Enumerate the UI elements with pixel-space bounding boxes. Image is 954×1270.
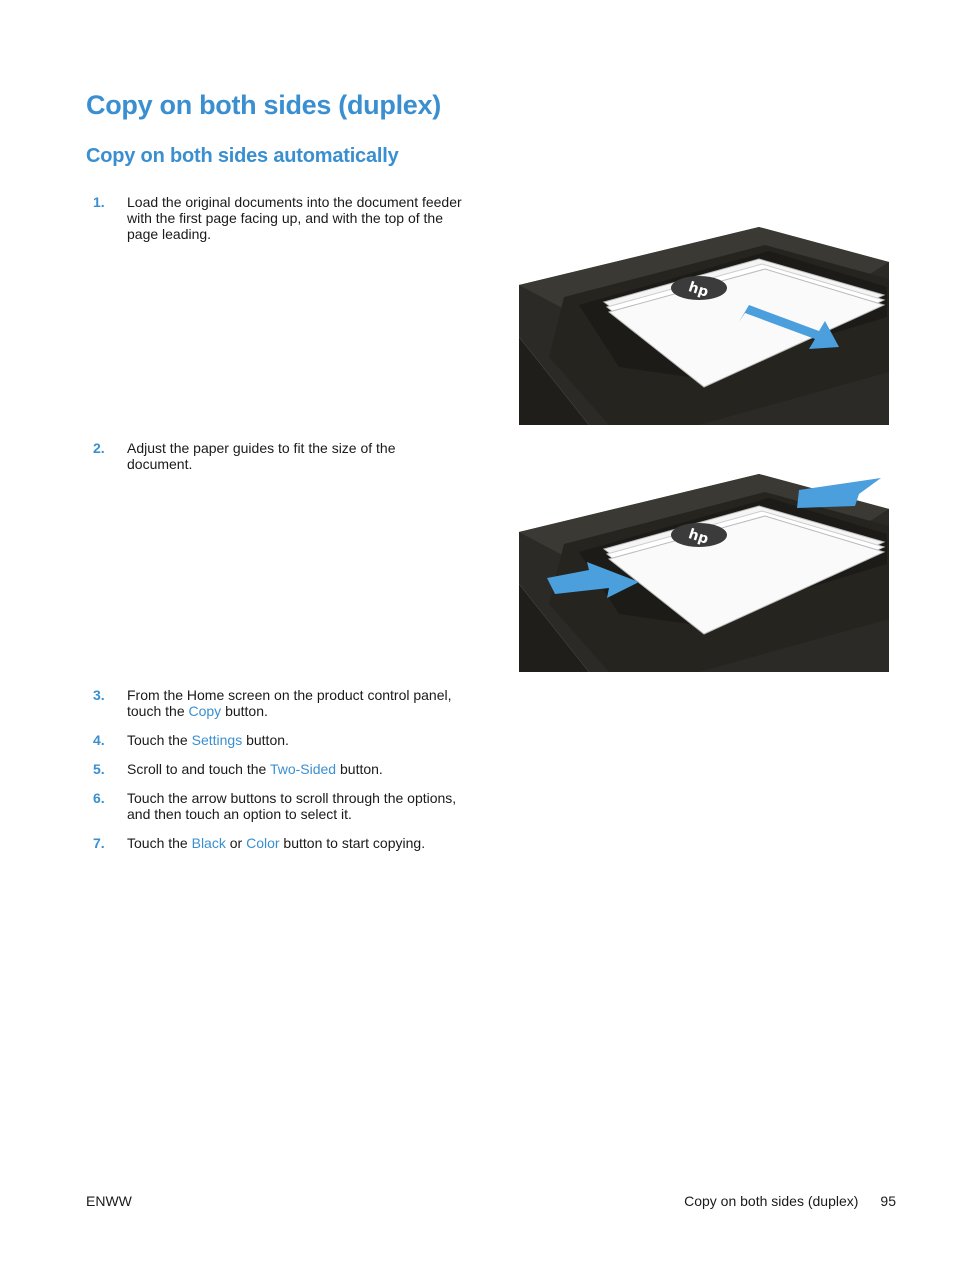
step-number: 7. bbox=[93, 835, 105, 851]
two-sided-button-reference: Two-Sided bbox=[269, 761, 337, 777]
step-text: Adjust the paper guides to fit the size of the document. bbox=[127, 440, 396, 472]
step-text bbox=[127, 835, 462, 851]
footer-section-title: Copy on both sides (duplex) bbox=[684, 1193, 859, 1209]
hp-logo-text: hp bbox=[686, 526, 711, 548]
color-button-reference: Color bbox=[246, 835, 280, 851]
figure-adjust-guides bbox=[519, 474, 889, 672]
step-text-part: From the Home screen on the product control panel, touch the bbox=[127, 687, 452, 719]
step-number: 3. bbox=[93, 687, 105, 703]
step-text: Touch the arrow buttons to scroll through the options, and then touch an option to select it. bbox=[127, 790, 457, 822]
step-text-part: Touch the bbox=[127, 835, 192, 851]
step-text-part: Scroll to and touch the bbox=[127, 761, 270, 777]
footer-right bbox=[684, 1193, 896, 1209]
step-text-part: button. bbox=[242, 732, 289, 748]
step-text: Load the original documents into the document feeder with the first page facing up, and with the top of the page leading. bbox=[127, 194, 462, 242]
step-number: 2. bbox=[93, 440, 105, 456]
step-number: 5. bbox=[93, 761, 105, 777]
page-number: 95 bbox=[880, 1193, 896, 1209]
copy-button-reference: Copy bbox=[188, 703, 222, 719]
scanner-illustration bbox=[519, 227, 889, 425]
scanner-illustration bbox=[519, 474, 889, 672]
settings-button-reference: Settings bbox=[191, 732, 243, 748]
step-text bbox=[127, 687, 462, 719]
section-subtitle: Copy on both sides automatically bbox=[86, 145, 399, 167]
hp-logo-text: hp bbox=[686, 279, 711, 301]
page-title: Copy on both sides (duplex) bbox=[86, 90, 441, 120]
figure-load-documents bbox=[519, 227, 889, 425]
step-text bbox=[127, 761, 462, 777]
step-text-part: button to start copying. bbox=[279, 835, 426, 851]
step-text-part: Touch the bbox=[127, 732, 192, 748]
step-text-part: or bbox=[225, 835, 247, 851]
step-number: 6. bbox=[93, 790, 105, 806]
step-text-part: button. bbox=[221, 703, 268, 719]
footer-left-label: ENWW bbox=[86, 1193, 132, 1209]
step-number: 1. bbox=[93, 194, 105, 210]
step-text-part: button. bbox=[336, 761, 383, 777]
step-text bbox=[127, 732, 462, 748]
black-button-reference: Black bbox=[191, 835, 226, 851]
step-number: 4. bbox=[93, 732, 105, 748]
